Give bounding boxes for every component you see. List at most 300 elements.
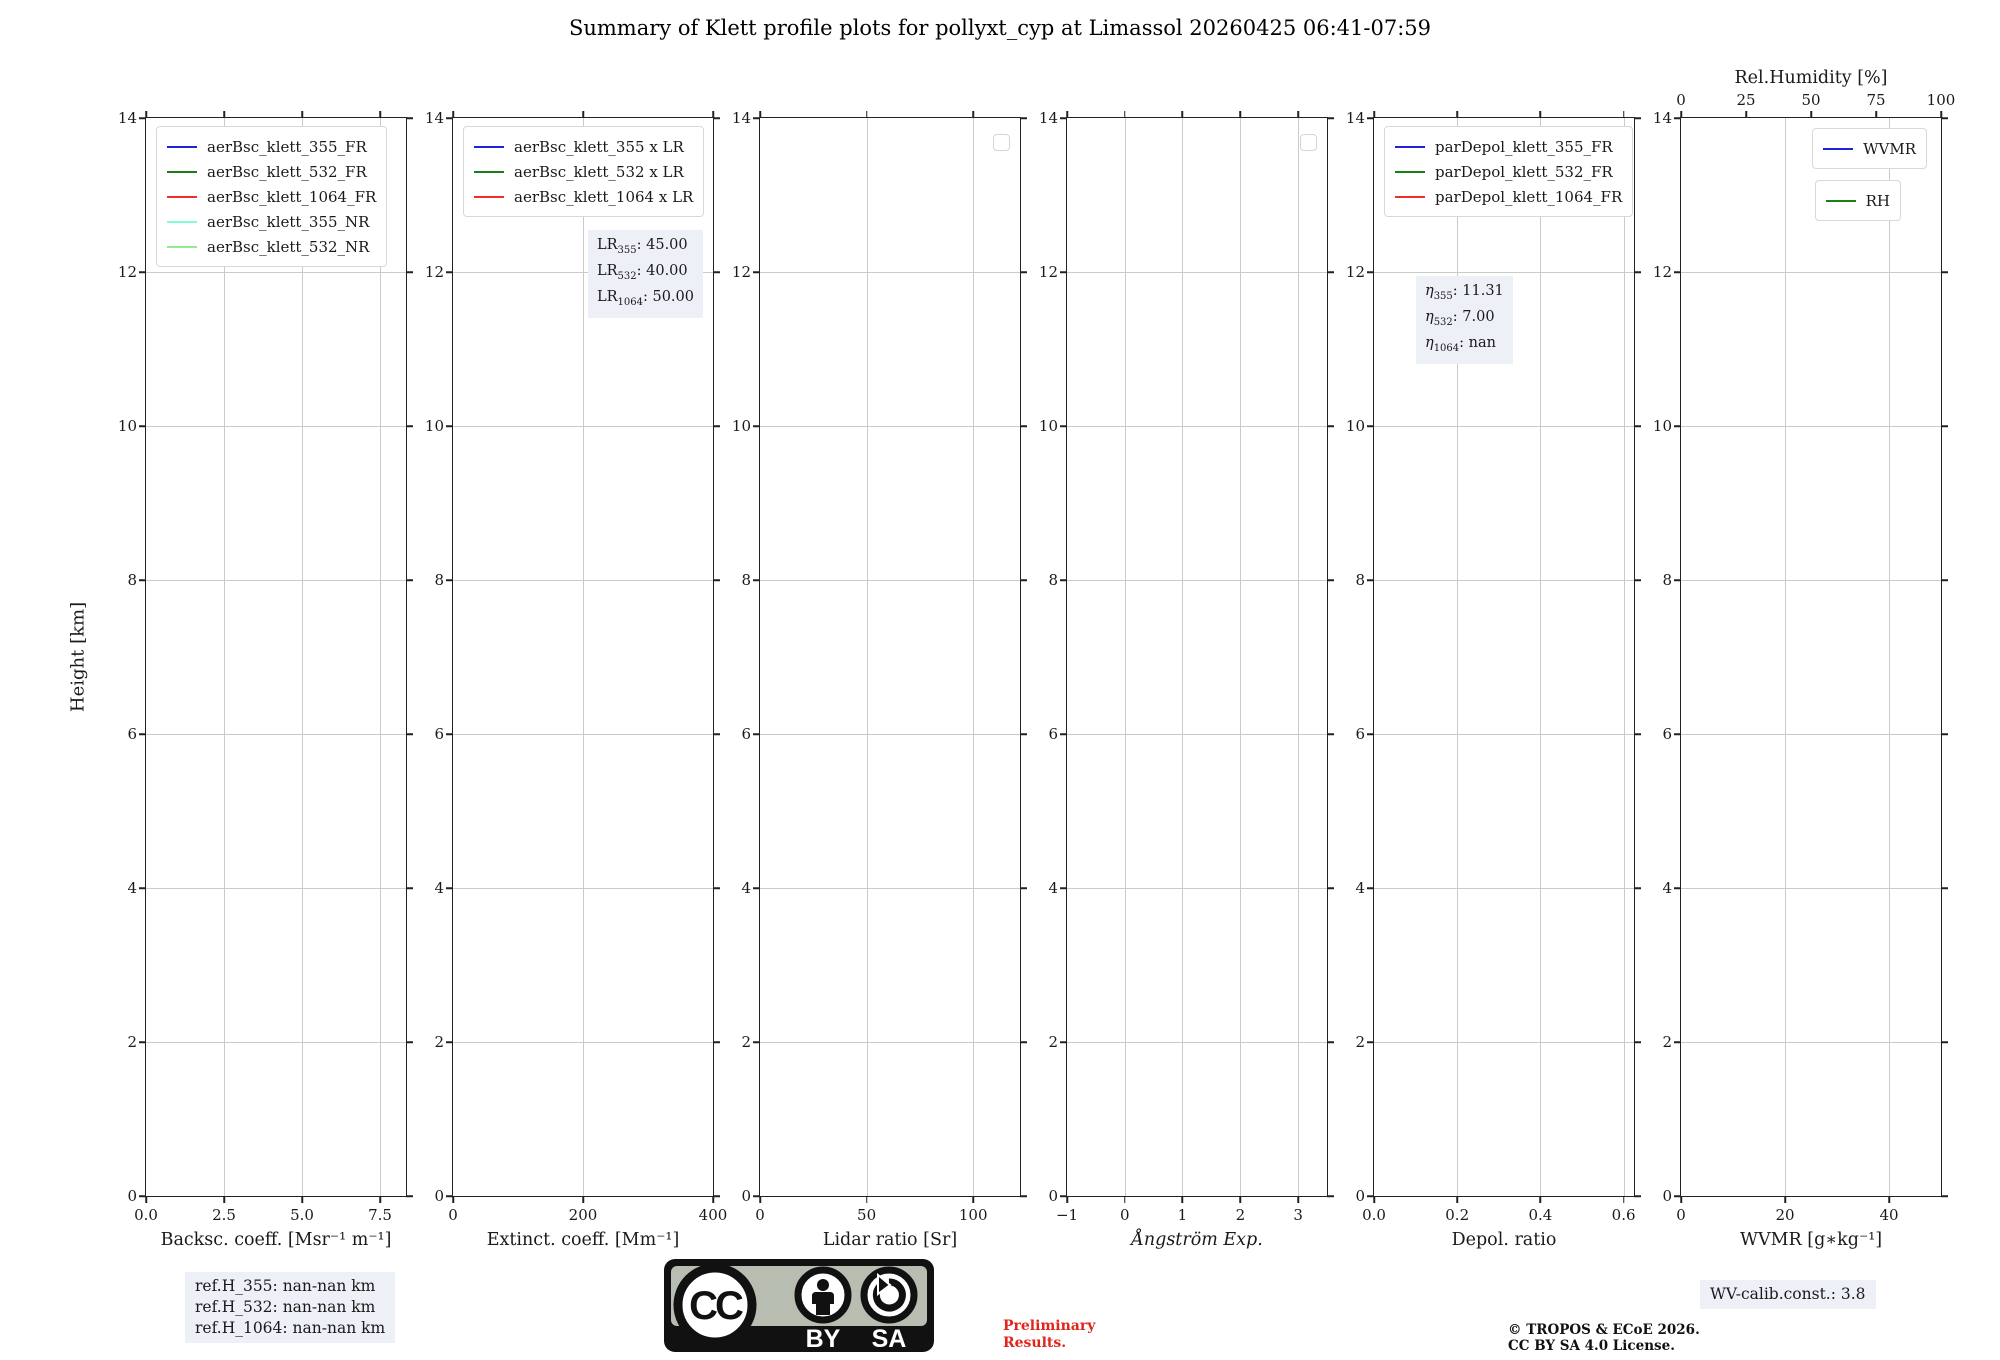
x-tick: [972, 111, 974, 118]
y-tick-label: 6: [1355, 725, 1365, 743]
legend-label: aerBsc_klett_532_FR: [207, 162, 367, 181]
refh-532: ref.H_532: nan-nan km: [195, 1298, 376, 1316]
legend-entry: [474, 184, 693, 209]
legend-label: parDepol_klett_532_FR: [1435, 162, 1613, 181]
grid-line: [583, 118, 584, 1196]
y-tick-label: 8: [434, 571, 444, 589]
y-tick: [753, 733, 760, 735]
grid-line: [1374, 426, 1634, 427]
copyright-line2: CC BY SA 4.0 License.: [1508, 1338, 1675, 1354]
y-tick-label: 4: [434, 879, 444, 897]
x-tick: [1456, 111, 1458, 118]
x-tick-label: 200: [568, 1206, 598, 1224]
top-x-tick-label: 75: [1866, 91, 1886, 109]
grid-line: [1624, 118, 1625, 1196]
y-tick-label: 12: [731, 263, 751, 281]
y-tick-label: 0: [1355, 1187, 1365, 1205]
y-tick: [1020, 117, 1027, 119]
y-tick-label: 8: [127, 571, 137, 589]
y-tick: [1941, 1041, 1948, 1043]
y-tick-label: 12: [1652, 263, 1672, 281]
x-tick: [1540, 111, 1542, 118]
y-tick-label: 2: [1355, 1033, 1365, 1051]
x-tick: [301, 111, 303, 118]
figure-title: Summary of Klett profile plots for pollyxt_cyp at Limassol 20260425 06:41-07:59: [568, 16, 1431, 40]
reference-height-annotation: [185, 1272, 395, 1343]
grid-line: [760, 734, 1020, 735]
y-tick: [753, 271, 760, 273]
y-tick: [713, 887, 720, 889]
preliminary-line1: Preliminary: [1003, 1318, 1096, 1334]
subplot-angstrom-exponent: [1038, 109, 1328, 1250]
x-tick: [379, 111, 381, 118]
x-tick: [145, 111, 147, 118]
y-tick: [1327, 1195, 1334, 1197]
legend-label: WVMR: [1863, 139, 1916, 158]
legend-line-swatch: [1826, 200, 1856, 202]
y-tick-label: 2: [741, 1033, 751, 1051]
y-tick: [713, 1041, 720, 1043]
y-tick-label: 10: [1345, 417, 1365, 435]
x-tick: [1066, 111, 1068, 118]
legend-label: aerBsc_klett_355_NR: [207, 212, 370, 231]
y-tick-label: 0: [741, 1187, 751, 1205]
grid-line: [1681, 272, 1941, 273]
by-text: BY: [805, 1325, 841, 1353]
grid-line: [1785, 118, 1786, 1196]
y-tick: [406, 733, 413, 735]
grid-line: [1681, 426, 1941, 427]
y-tick: [713, 579, 720, 581]
y-tick-label: 6: [741, 725, 751, 743]
grid-line: [1681, 888, 1941, 889]
grid-line: [760, 580, 1020, 581]
x-tick: [866, 111, 868, 118]
y-tick-label: 6: [1048, 725, 1058, 743]
x-tick: [1623, 111, 1625, 118]
y-tick: [1020, 425, 1027, 427]
legend: [1384, 126, 1633, 217]
grid-line: [1374, 1042, 1634, 1043]
x-tick-label: 0: [1119, 1206, 1130, 1224]
y-tick-label: 2: [1048, 1033, 1058, 1051]
subplot-backscatter: [117, 109, 407, 1250]
y-tick: [753, 887, 760, 889]
y-tick-label: 2: [434, 1033, 444, 1051]
y-tick-label: 0: [1048, 1187, 1058, 1205]
x-tick-label: 50: [857, 1206, 877, 1224]
y-tick-label: 12: [1345, 263, 1365, 281]
y-tick-label: 10: [731, 417, 751, 435]
x-tick: [301, 1196, 303, 1203]
x-tick: [582, 111, 584, 118]
x-tick: [972, 1196, 974, 1203]
annotation-box: [588, 230, 703, 318]
x-tick-label: 0.2: [1445, 1206, 1470, 1224]
grid-line: [1298, 118, 1299, 1196]
x-tick-label: 20: [1775, 1206, 1795, 1224]
y-tick: [1060, 579, 1067, 581]
y-tick: [1941, 579, 1948, 581]
x-tick: [1182, 111, 1184, 118]
preliminary-results-note: [1003, 1318, 1095, 1352]
legend-label: aerBsc_klett_1064_FR: [207, 187, 377, 206]
y-tick: [1674, 733, 1681, 735]
grid-line: [1681, 580, 1941, 581]
legend: [463, 126, 704, 217]
x-tick-label: 0: [1676, 1206, 1686, 1224]
y-tick: [446, 425, 453, 427]
top-x-tick: [1745, 111, 1747, 118]
y-tick-label: 10: [117, 417, 137, 435]
y-tick: [1941, 733, 1948, 735]
grid-line: [1067, 734, 1327, 735]
y-tick: [406, 425, 413, 427]
y-tick-label: 14: [1345, 109, 1365, 127]
y-tick: [1367, 579, 1374, 581]
y-tick: [1634, 1041, 1641, 1043]
grid-line: [146, 734, 406, 735]
legend-entry: [474, 134, 693, 159]
x-tick: [1240, 111, 1242, 118]
y-tick: [1674, 425, 1681, 427]
y-tick: [139, 425, 146, 427]
legend-label: aerBsc_klett_532_NR: [207, 237, 370, 256]
grid-line: [1681, 734, 1941, 735]
grid-line: [146, 580, 406, 581]
x-tick-label: 0: [448, 1206, 458, 1224]
legend-line-swatch: [167, 171, 197, 173]
y-tick: [1367, 887, 1374, 889]
legend-line-swatch: [1823, 148, 1853, 150]
x-tick: [452, 111, 454, 118]
y-tick: [139, 733, 146, 735]
y-tick: [1367, 733, 1374, 735]
y-tick: [1020, 1195, 1027, 1197]
grid-line: [1681, 1042, 1941, 1043]
y-tick: [406, 1195, 413, 1197]
y-tick: [1327, 887, 1334, 889]
y-tick-label: 14: [424, 109, 444, 127]
legend-label: aerBsc_klett_532 x LR: [514, 162, 684, 181]
empty-legend: [993, 134, 1010, 151]
top-x-tick: [1875, 111, 1877, 118]
x-tick: [1784, 1196, 1786, 1203]
grid-line: [760, 888, 1020, 889]
grid-line: [146, 272, 406, 273]
y-tick: [1941, 117, 1948, 119]
y-tick: [1060, 425, 1067, 427]
x-tick: [1240, 1196, 1242, 1203]
sa-arrow-icon: [864, 1270, 914, 1320]
y-tick-label: 8: [1662, 571, 1672, 589]
annotation-line: $\eta_{1064}$: nan: [1425, 334, 1496, 354]
y-tick: [1327, 733, 1334, 735]
x-axis-label: Lidar ratio [Sr]: [822, 1230, 958, 1250]
y-tick: [753, 1041, 760, 1043]
y-tick-label: 2: [127, 1033, 137, 1051]
x-axis-label: Ångström Exp.: [1131, 1230, 1263, 1250]
grid-line: [867, 118, 868, 1196]
y-tick: [406, 579, 413, 581]
y-tick-label: 4: [1355, 879, 1365, 897]
y-tick: [406, 1041, 413, 1043]
cc-text: CC: [689, 1284, 741, 1328]
x-tick: [1888, 1196, 1890, 1203]
x-tick: [223, 111, 225, 118]
x-tick: [379, 1196, 381, 1203]
legend-line-swatch: [474, 171, 504, 173]
y-tick: [1020, 579, 1027, 581]
grid-line: [146, 1042, 406, 1043]
legend-label: aerBsc_klett_1064 x LR: [514, 187, 694, 206]
y-tick: [446, 887, 453, 889]
y-tick: [1327, 425, 1334, 427]
copyright-note: [1508, 1322, 1700, 1354]
y-tick: [753, 579, 760, 581]
top-x-tick-label: 100: [1926, 91, 1956, 109]
y-tick: [1060, 1041, 1067, 1043]
x-tick-label: 1: [1177, 1206, 1188, 1224]
y-tick-label: 4: [1048, 879, 1058, 897]
y-tick-label: 8: [741, 571, 751, 589]
y-tick: [1327, 271, 1334, 273]
legend-label: parDepol_klett_355_FR: [1435, 137, 1613, 156]
y-tick-label: 14: [1652, 109, 1672, 127]
x-tick: [582, 1196, 584, 1203]
y-tick: [139, 887, 146, 889]
legend-line-swatch: [1395, 171, 1425, 173]
grid-line: [146, 888, 406, 889]
x-tick-label: 0.4: [1528, 1206, 1553, 1224]
y-tick: [1941, 1195, 1948, 1197]
legend-line-swatch: [1395, 146, 1425, 148]
y-tick: [1674, 1041, 1681, 1043]
y-tick: [406, 887, 413, 889]
y-tick: [446, 579, 453, 581]
x-tick-label: 2.5: [212, 1206, 236, 1224]
legend-line-swatch: [167, 146, 197, 148]
y-tick: [713, 271, 720, 273]
y-tick: [1634, 887, 1641, 889]
y-tick: [139, 1041, 146, 1043]
x-tick-label: −1: [1055, 1206, 1079, 1224]
x-tick: [1373, 1196, 1375, 1203]
y-tick: [1020, 733, 1027, 735]
x-tick: [145, 1196, 147, 1203]
y-tick: [1634, 1195, 1641, 1197]
annotation-line: $LR_{355}$: 45.00: [596, 237, 688, 256]
legend-entry: [1395, 134, 1622, 159]
grid-line: [1889, 118, 1890, 1196]
y-tick: [713, 425, 720, 427]
y-tick-label: 12: [424, 263, 444, 281]
annotation-line: $\eta_{355}$: 11.31: [1425, 283, 1504, 302]
grid-line: [973, 118, 974, 1196]
sa-text: SA: [871, 1325, 907, 1353]
x-tick-label: 40: [1879, 1206, 1899, 1224]
annotation-line: $LR_{1064}$: 50.00: [596, 288, 694, 308]
legend-entry: [167, 159, 376, 184]
y-tick: [139, 579, 146, 581]
cc-by-sa-badge: [663, 1258, 935, 1353]
x-tick-label: 3: [1293, 1206, 1303, 1224]
y-tick-label: 0: [1662, 1187, 1672, 1205]
x-tick-label: 0: [755, 1206, 765, 1224]
x-tick: [452, 1196, 454, 1203]
grid-line: [380, 118, 381, 1196]
y-tick: [713, 117, 720, 119]
y-tick-label: 0: [434, 1187, 444, 1205]
x-tick-label: 400: [698, 1206, 728, 1224]
y-axis-label: Height [km]: [67, 601, 89, 713]
x-axis-label: Backsc. coeff. [Msr⁻¹ m⁻¹]: [160, 1230, 392, 1250]
y-tick: [1634, 733, 1641, 735]
x-tick: [1066, 1196, 1068, 1203]
y-tick-label: 12: [1038, 263, 1058, 281]
y-tick-label: 14: [1038, 109, 1058, 127]
legend-line-swatch: [167, 246, 197, 248]
y-tick-label: 10: [1038, 417, 1058, 435]
legend-entry: [1395, 184, 1622, 209]
legend-entry: [474, 159, 693, 184]
y-tick: [1941, 887, 1948, 889]
legend-label: aerBsc_klett_355 x LR: [514, 137, 684, 156]
y-tick: [1060, 733, 1067, 735]
y-tick: [406, 271, 413, 273]
grid-line: [760, 426, 1020, 427]
y-tick: [753, 425, 760, 427]
grid-line: [146, 426, 406, 427]
x-tick-label: 100: [958, 1206, 988, 1224]
grid-line: [1540, 118, 1541, 1196]
y-tick: [1327, 579, 1334, 581]
legend-entry: [167, 184, 376, 209]
y-tick: [1674, 271, 1681, 273]
legend: [1812, 128, 1927, 169]
y-tick: [1367, 1041, 1374, 1043]
wv-calibration-annotation: WV-calib.const.: 3.8: [1700, 1280, 1876, 1309]
y-tick: [1020, 887, 1027, 889]
y-tick: [139, 271, 146, 273]
legend-entry: [1826, 188, 1890, 213]
legend-line-swatch: [1395, 196, 1425, 198]
top-x-tick: [1940, 111, 1942, 118]
subplot-depol-ratio: [1345, 109, 1636, 1250]
y-tick: [1020, 1041, 1027, 1043]
legend-entry: [167, 134, 376, 159]
x-tick: [1297, 1196, 1299, 1203]
y-tick: [1941, 425, 1948, 427]
refh-355: ref.H_355: nan-nan km: [195, 1277, 376, 1295]
x-tick-label: 0.6: [1611, 1206, 1636, 1224]
x-tick: [1456, 1196, 1458, 1203]
copyright-line1: © TROPOS & ECoE 2026.: [1508, 1322, 1700, 1338]
x-tick-label: 7.5: [368, 1206, 392, 1224]
y-tick: [446, 271, 453, 273]
x-tick: [759, 111, 761, 118]
top-x-tick-label: 25: [1736, 91, 1756, 109]
x-tick-label: 2: [1235, 1206, 1246, 1224]
top-x-tick-label: 50: [1801, 91, 1821, 109]
x-tick: [1540, 1196, 1542, 1203]
y-tick: [1327, 117, 1334, 119]
y-tick: [1634, 579, 1641, 581]
y-tick: [1634, 117, 1641, 119]
x-tick: [1297, 111, 1299, 118]
y-tick: [1060, 887, 1067, 889]
subplot-extinction: [424, 109, 728, 1250]
annotation-line: $LR_{532}$: 40.00: [596, 262, 688, 282]
grid-line: [1182, 118, 1183, 1196]
x-tick: [1124, 111, 1126, 118]
x-tick: [866, 1196, 868, 1203]
x-tick: [1623, 1196, 1625, 1203]
y-tick-label: 14: [117, 109, 137, 127]
legend-label: RH: [1865, 191, 1890, 210]
empty-legend: [1300, 134, 1317, 151]
grid-line: [1067, 1042, 1327, 1043]
grid-line: [1374, 580, 1634, 581]
legend-label: aerBsc_klett_355_FR: [207, 137, 367, 156]
y-tick-label: 2: [1662, 1033, 1672, 1051]
grid-line: [1067, 580, 1327, 581]
legend-label: parDepol_klett_1064_FR: [1435, 187, 1623, 206]
top-x-axis-label: Rel.Humidity [%]: [1734, 68, 1888, 88]
x-tick: [1373, 111, 1375, 118]
grid-line: [1374, 888, 1634, 889]
y-tick-label: 8: [1048, 571, 1058, 589]
y-tick: [1327, 1041, 1334, 1043]
preliminary-line2: Results.: [1003, 1335, 1067, 1351]
grid-line: [224, 118, 225, 1196]
y-tick: [1674, 579, 1681, 581]
refh-1064: ref.H_1064: nan-nan km: [195, 1319, 386, 1337]
legend-line-swatch: [167, 221, 197, 223]
y-tick-label: 10: [1652, 417, 1672, 435]
y-tick: [1367, 271, 1374, 273]
grid-line: [1067, 272, 1327, 273]
y-tick-label: 6: [434, 725, 444, 743]
y-tick: [713, 1195, 720, 1197]
legend: [156, 126, 387, 267]
top-x-tick: [1680, 111, 1682, 118]
y-tick-label: 4: [741, 879, 751, 897]
y-tick: [1941, 271, 1948, 273]
y-tick-label: 4: [127, 879, 137, 897]
x-tick-label: 0.0: [134, 1206, 158, 1224]
grid-line: [1374, 734, 1634, 735]
x-tick: [712, 1196, 714, 1203]
grid-line: [1067, 426, 1327, 427]
legend-entry: [1395, 159, 1622, 184]
legend-entry: [1823, 136, 1916, 161]
y-tick: [1634, 425, 1641, 427]
y-tick-label: 12: [117, 263, 137, 281]
y-tick: [713, 733, 720, 735]
grid-line: [1374, 272, 1634, 273]
x-axis-label: Depol. ratio: [1451, 1230, 1557, 1250]
y-tick: [446, 733, 453, 735]
y-tick: [1674, 887, 1681, 889]
subplot-wvmr: [1652, 68, 1956, 1250]
annotation-box: [1416, 276, 1513, 364]
top-x-tick: [1810, 111, 1812, 118]
top-x-tick-label: 0: [1676, 91, 1686, 109]
grid-line: [302, 118, 303, 1196]
y-tick-label: 10: [424, 417, 444, 435]
x-tick-label: 0.0: [1362, 1206, 1386, 1224]
